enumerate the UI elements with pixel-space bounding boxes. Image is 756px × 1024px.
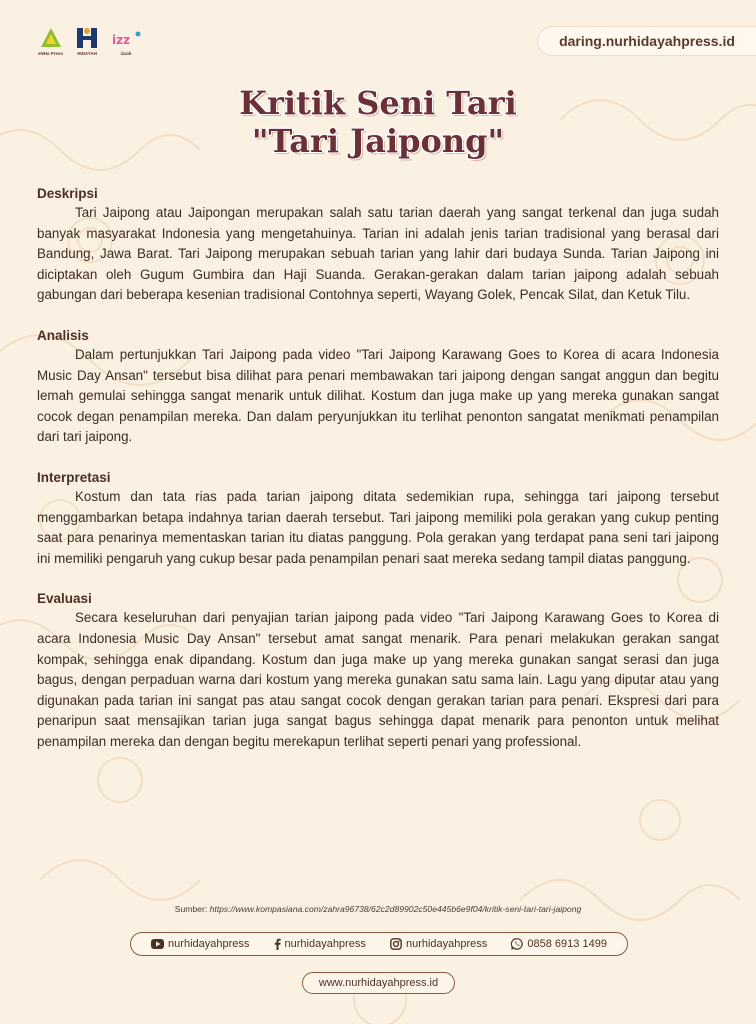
section-heading: Deskripsi [37,186,98,201]
source-link[interactable]: https://www.kompasiana.com/zahra96738/62c2d89902c50e445b6e9f04/kritik-seni-tari-tari-jaipong [209,904,582,914]
publisher-logos [38,26,141,56]
social-label: 0858 6913 1499 [527,938,607,950]
section-heading: Interpretasi [37,469,111,485]
whatsapp-icon [511,938,523,950]
section-heading: Analisis [37,327,89,343]
social-instagram[interactable] [390,938,487,950]
logo-enha-press [38,26,63,56]
source-citation [0,904,756,914]
source-label: Sumber: [174,904,208,914]
page-title [0,84,756,160]
facebook-icon [274,938,281,950]
social-label: nurhidayahpress [284,938,366,950]
section-interpretasi [37,468,719,569]
section-paragraph: Tari Jaipong atau Jaipongan merupakan salah satu tarian daerah yang sangat terkenal dan juga sudah banyak masyarakat Indonesia yang mengetahuinya. Tarian ini adalah jenis tarian tradisional yang berasal dari Bandung, Jawa Barat. Tari Jaipong merupakan sebuah tarian yang lahir dari budaya Sunda. Tarian Jaipong ini diciptakan oleh Gugum Gumbira dan Haji Suanda. Gerakan-gerakan dalam tarian jaipong adalah sebuah gabungan dari beberapa kesenian tradisional Contohnya seperti, Wayang Golek, Pencak Silat, dan Ketuk Tilu. [37,205,719,303]
logo-caption: HIDAYAH [77,51,97,56]
section-heading: Evaluasi [37,591,92,607]
enha-press-logo-icon [39,26,63,50]
section-paragraph: Dalam pertunjukkan Tari Jaipong pada video "Tari Jaipong Karawang Goes to Korea di acara Indonesia Music Day Ansan" tersebut bisa dilihat para penari membawakan tari jaipong dengan sangat anggun dan begitu lemah gemulai sehingga sangat menarik untuk dilihat. Kostum dan juga make up yang mereka gunakan sangat cocok degan penampilan mereka. Dan dalam peryunjukkan itu terlihat penonton sangatat menikmati penampilan dari tari jaipong. [37,346,719,445]
section-analisis [37,326,719,448]
social-facebook[interactable] [274,938,366,950]
izzah-logo-icon [111,28,141,50]
website-link[interactable]: www.nurhidayahpress.id [302,972,455,994]
youtube-icon [151,939,164,949]
site-url-badge[interactable]: daring.nurhidayahpress.id [538,27,756,55]
social-label: nurhidayahpress [405,938,488,950]
article-body [37,184,719,772]
section-paragraph: Secara keseluruhan dari penyajian tarian jaipong pada video "Tari Jaipong Karawang Goes to Korea di acara Indonesia Music Day Ansan" tersebut amat sangat menarik. Para penari melakukan gerakan sangat kompak, sehingga enak dipandang. Kostum dan juga make up yang mereka gunakan sangat serasi dan juga bagus, dengan perpaduan warna dari kostum yang mereka gunakan satu sama lain. Lagu yang diputar atau yang digunakan pada tarian ini sangat pas atau sangat cocok dengan gerakan tarian para penari. Ekspresi dari para penaripun saat mensajikan tarian juga sangat bagus sehingga dapat menarik para penonton untuk melihat penampilan mereka dan dengan begitu merekapun terlihat seperti penari yang professional. [37,610,719,749]
social-youtube[interactable] [151,938,249,950]
logo-hidayah [73,26,101,56]
hidayah-logo-icon [73,26,101,50]
title-line-1: Kritik Seni Tari [239,84,517,122]
social-media-bar [130,932,628,956]
logo-caption: eNHa Press [38,51,64,56]
social-label: nurhidayahpress [168,938,250,950]
logo-izzah-press [111,28,141,56]
instagram-icon [390,938,402,950]
svg-text:izz: izz [112,33,131,47]
social-whatsapp[interactable] [511,938,607,950]
title-line-2: "Tari Jaipong" [251,122,505,160]
section-evaluasi [37,589,719,752]
section-deskripsi [37,184,719,306]
logo-caption: izzah [120,51,132,56]
section-paragraph: Kostum dan tata rias pada tarian jaipong ditata sedemikian rupa, sehingga tari jaipong tersebut menggambarkan betapa indahnya tarian daerah tersebut. Tari jaipong memiliki pola gerakan yang cukup penting saat para penarinya mementaskan tarian itu diatas panggung. Pola gerakan yang terdapat pana seni tari jaipong ini memiliki pengaruh yang cukup besar pada penampilan penari saat mereka sedang tampil diatas panggung. [37,488,719,566]
